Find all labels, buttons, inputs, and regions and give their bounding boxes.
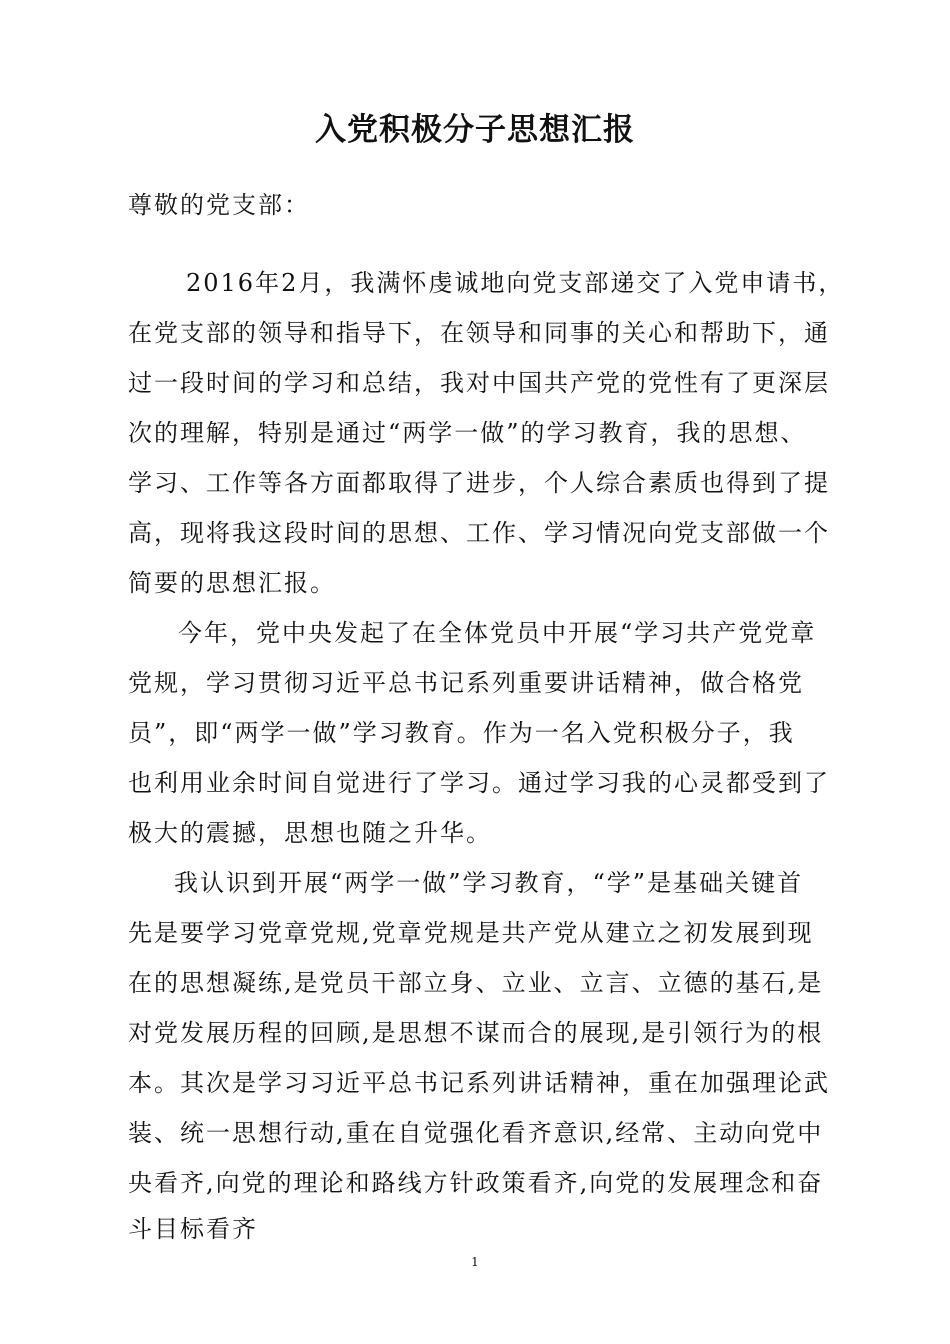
paragraph-line: 2016年2月，我满怀虔诚地向党支部递交了入党申请书，	[186, 269, 845, 297]
paragraph-line: 党规，学习贯彻习近平总书记系列重要讲话精神，做合格党	[128, 669, 804, 697]
paragraph-line: 在的思想凝练,是党员干部立身、立业、立言、立德的基石,是	[128, 969, 824, 997]
paragraph-line: 简要的思想汇报。	[128, 569, 336, 597]
paragraph-line: 在党支部的领导和指导下，在领导和同事的关心和帮助下，通	[128, 319, 830, 347]
paragraph-line: 我认识到开展“两学一做”学习教育，“学”是基础关键首	[174, 869, 804, 897]
paragraph-line: 学习、工作等各方面都取得了进步，个人综合素质也得到了提	[128, 469, 830, 497]
paragraph-line: 斗目标看齐	[128, 1215, 258, 1243]
paragraph-line: 今年，党中央发起了在全体党员中开展“学习共产党党章	[178, 619, 817, 647]
paragraph-line: 过一段时间的学习和总结，我对中国共产党的党性有了更深层	[128, 369, 830, 397]
paragraph-line: 本。其次是学习习近平总书记系列讲话精神，重在加强理论武	[128, 1069, 830, 1097]
page-number: 1	[471, 1255, 479, 1269]
paragraph-line: 央看齐,向党的理论和路线方针政策看齐,向党的发展理念和奋	[128, 1169, 824, 1197]
document-title: 入党积极分子思想汇报	[315, 112, 635, 148]
paragraph-line: 极大的震撼，思想也随之升华。	[128, 819, 492, 847]
paragraph-line: 装、统一思想行动,重在自觉强化看齐意识,经常、主动向党中	[128, 1119, 824, 1147]
paragraph-line: 次的理解，特别是通过“两学一做”的学习教育，我的思想、	[128, 419, 807, 447]
paragraph-line: 对党发展历程的回顾,是思想不谋而合的展现,是引领行为的根	[128, 1019, 824, 1047]
paragraph-line: 员”，即“两学一做”学习教育。作为一名入党积极分子，我	[128, 719, 795, 747]
salutation: 尊敬的党支部：	[128, 191, 310, 219]
paragraph-line: 高，现将我这段时间的思想、工作、学习情况向党支部做一个	[128, 519, 830, 547]
paragraph-line: 先是要学习党章党规,党章党规是共产党从建立之初发展到现	[128, 919, 814, 947]
paragraph-line: 也利用业余时间自觉进行了学习。通过学习我的心灵都受到了	[128, 769, 830, 797]
